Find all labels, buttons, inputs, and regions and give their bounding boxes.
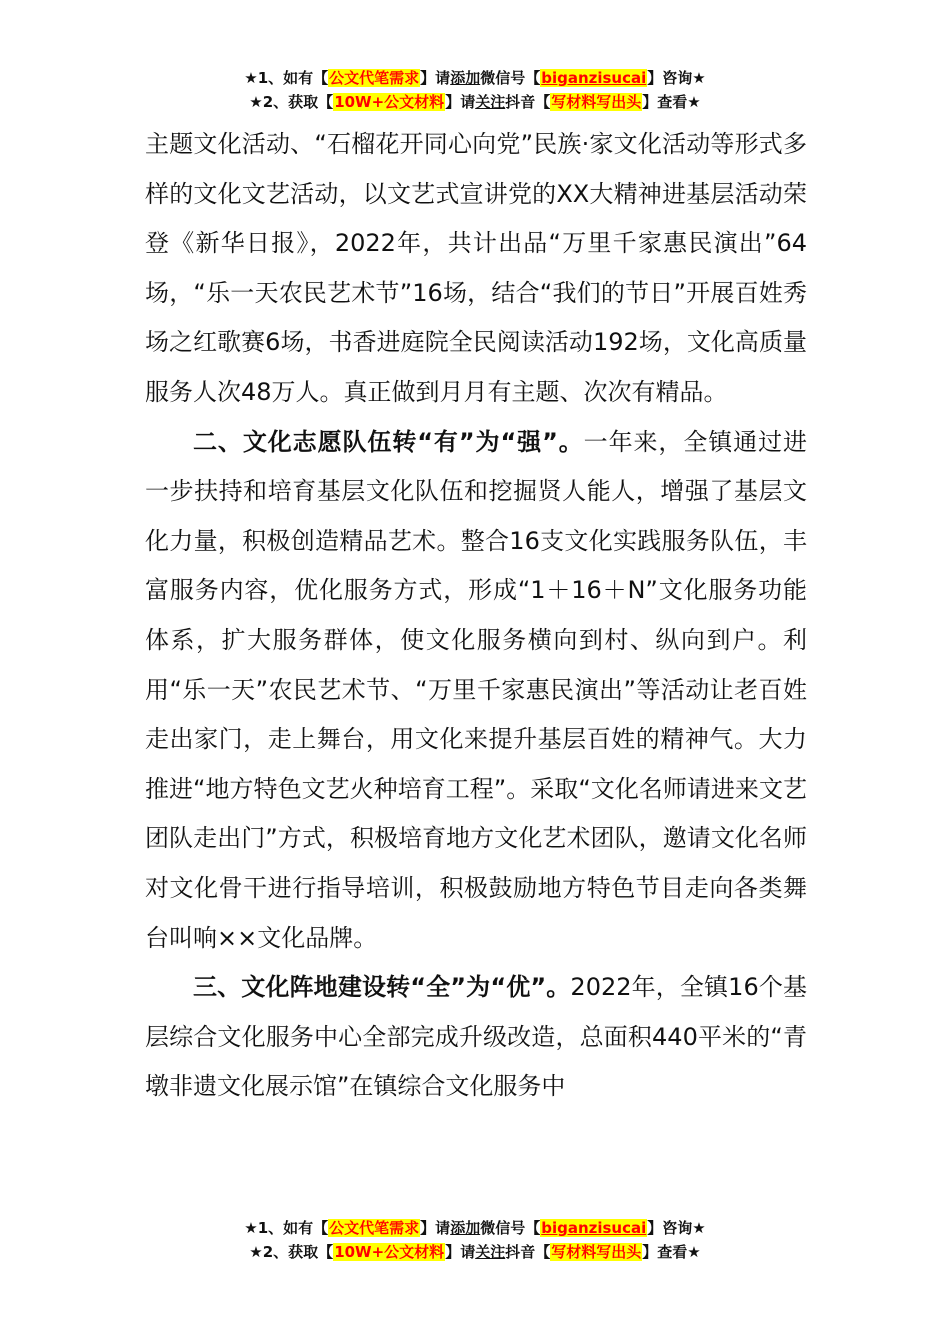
underlined-text: 添加 <box>450 69 481 87</box>
banner-line-2 <box>0 90 950 114</box>
underlined-text: 添加 <box>450 1219 481 1237</box>
banner-text: 】咨询★ <box>647 69 706 87</box>
section-heading-3: 三、文化阵地建设转“全”为“优”。 <box>193 973 571 1002</box>
highlight-account: 写材料写出头 <box>551 93 642 111</box>
banner-text: ★1、如有【 <box>244 1219 329 1237</box>
banner-text: 】咨询★ <box>647 1219 706 1237</box>
banner-line-1 <box>0 66 950 90</box>
paragraph-1: 主题文化活动、“石榴花开同心向党”民族·家文化活动等形式多样的文化文艺活动，以文艺式宣讲党的XX大精神进基层活动荣登《新华日报》，2022年，共计出品“万里千家惠民演出”64场，“乐一天农民艺术节”16场，结合“我们的节日”开展百姓秀场之红歌赛6场，书香进庭院全民阅读活动192场，文化高质量服务人次48万人。真正做到月月有主题、次次有精品。 <box>145 130 807 406</box>
paragraph-3-text: 2022年，全镇16个基层综合文化服务中心全部完成升级改造，总面积440平米的“青墩非遗文化展示馆”在镇综合文化服务中 <box>145 973 807 1101</box>
highlight-account: 写材料写出头 <box>551 1243 642 1261</box>
banner-text: ★1、如有【 <box>244 69 329 87</box>
banner-text: 微信号【 <box>480 1219 541 1237</box>
highlight-materials: 10W+公文材料 <box>334 1243 445 1261</box>
document-body <box>145 120 807 1112</box>
banner-text: 】请 <box>445 1243 476 1261</box>
banner-text: ★2、获取【 <box>249 93 334 111</box>
paragraph-2 <box>145 418 807 964</box>
banner-text: 】查看★ <box>642 1243 701 1261</box>
highlight-service: 公文代笔需求 <box>329 1219 420 1237</box>
banner-text: 】查看★ <box>642 93 701 111</box>
banner-text: 微信号【 <box>480 69 541 87</box>
header-banner <box>0 66 950 114</box>
wechat-id-link[interactable]: biganzisucai <box>541 1219 647 1237</box>
wechat-id-link[interactable]: biganzisucai <box>541 69 647 87</box>
paragraph-3 <box>145 963 807 1112</box>
underlined-text: 关注 <box>475 1243 506 1261</box>
banner-text: 抖音【 <box>505 1243 551 1261</box>
banner-text: 】请 <box>445 93 476 111</box>
banner-text: 】请 <box>420 1219 451 1237</box>
paragraph-2-text: 一年来，全镇通过进一步扶持和培育基层文化队伍和挖掘贤人能人，增强了基层文化力量，积极创造精品艺术。整合16支文化实践服务队伍，丰富服务内容，优化服务方式，形成“1＋16＋N”文化服务功能体系，扩大服务群体，使文化服务横向到村、纵向到户。利用“乐一天”农民艺术节、“万里千家惠民演出”等活动让老百姓走出家门，走上舞台，用文化来提升基层百姓的精神气。大力推进“地方特色文艺火种培育工程”。采取“文化名师请进来文艺团队走出门”方式，积极培育地方文化艺术团队，邀请文化名师对文化骨干进行指导培训，积极鼓励地方特色节目走向各类舞台叫响××文化品牌。 <box>145 427 808 952</box>
footer-banner <box>0 1216 950 1264</box>
underlined-text: 关注 <box>475 93 506 111</box>
banner-text: 】请 <box>420 69 451 87</box>
highlight-service: 公文代笔需求 <box>329 69 420 87</box>
highlight-materials: 10W+公文材料 <box>334 93 445 111</box>
banner-line-1 <box>0 1216 950 1240</box>
section-heading-2: 二、文化志愿队伍转“有”为“强”。 <box>193 427 584 456</box>
banner-line-2 <box>0 1240 950 1264</box>
banner-text: ★2、获取【 <box>249 1243 334 1261</box>
banner-text: 抖音【 <box>505 93 551 111</box>
